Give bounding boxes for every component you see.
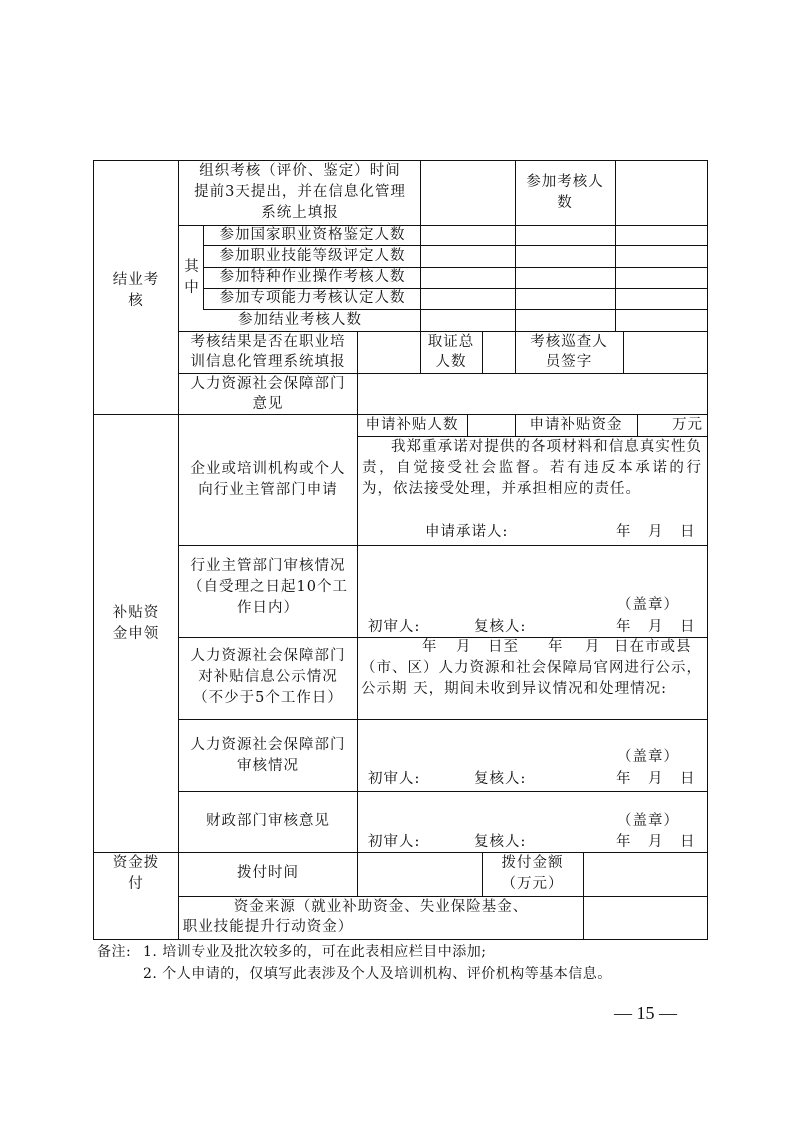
hr-review-date-day: 日 xyxy=(680,771,696,787)
hr-review-date-year: 年 xyxy=(616,771,632,787)
exam-section-label-text: 结业考核 xyxy=(112,272,160,309)
pledge-date-day: 日 xyxy=(680,524,696,540)
enterprise-apply-label: 企业或培训机构或个人向行业主管部门申请 xyxy=(190,461,346,498)
org-time-line-3: 系统上填报 xyxy=(261,205,339,221)
finance-review-label: 财政部门审核意见 xyxy=(206,813,330,829)
finance-first-reviewer: 初审人: xyxy=(368,834,421,850)
hr-opinion-line-2: 意见 xyxy=(252,396,284,412)
sub-item-special-ability: 参加专项能力考核认定人数 xyxy=(219,290,406,306)
cert-total-line-1: 取证总 xyxy=(427,334,475,350)
sub-item-national: 参加国家职业资格鉴定人数 xyxy=(219,227,406,243)
pledge-date-year: 年 xyxy=(616,524,632,540)
publicity-start-year: 年 xyxy=(422,639,438,655)
finance-date-month: 月 xyxy=(648,834,664,850)
note-item-2: 2. 个人申请的，仅填写此表涉及个人及培训机构、评价机构等基本信息。 xyxy=(143,966,612,982)
finance-seal: （盖章） xyxy=(617,813,679,829)
inspector-line-2: 员签字 xyxy=(545,354,593,370)
sub-item-skill-level: 参加职业技能等级评定人数 xyxy=(219,248,406,264)
publicity-line-3: 公示期 天，期间未收到异议情况和处理情况: xyxy=(361,681,667,697)
notes-label: 备注: xyxy=(97,944,132,960)
publicity-start-day: 日至 xyxy=(488,639,519,655)
completion-count-label: 参加结业考核人数 xyxy=(238,312,362,328)
disburse-time-label: 拨付时间 xyxy=(237,865,299,881)
disburse-amount-line-2: （万元） xyxy=(501,876,564,892)
qizhong-label: 其中 xyxy=(184,259,200,296)
hr-review-label: 人力资源社会保障部门审核情况 xyxy=(190,737,346,774)
publicity-end-day: 日在市或县 xyxy=(614,639,692,655)
industry-date-day: 日 xyxy=(680,619,696,635)
apply-count-label: 申请补贴人数 xyxy=(365,417,459,433)
hr-review-date-month: 月 xyxy=(648,771,664,787)
publicity-end-year: 年 xyxy=(548,639,564,655)
publicity-start-month: 月 xyxy=(456,639,472,655)
participants-label: 参加考核人数 xyxy=(526,174,604,211)
cert-total-line-2: 人数 xyxy=(435,354,467,370)
org-time-line-1: 组织考核（评价、鉴定）时间 xyxy=(199,163,401,179)
finance-second-reviewer: 复核人: xyxy=(474,834,527,850)
industry-date-month: 月 xyxy=(648,619,664,635)
industry-seal: （盖章） xyxy=(617,597,679,613)
finance-date-day: 日 xyxy=(680,834,696,850)
pledge-text: 我郑重承诺对提供的各项材料和信息真实性负责，自觉接受社会监督。若有违反本承诺的行为，依法接受处理，并承担相应的责任。 xyxy=(362,439,702,497)
finance-date-year: 年 xyxy=(616,834,632,850)
sub-item-special-ops: 参加特种作业操作考核人数 xyxy=(219,269,406,285)
publicity-line-2: （市、区）人力资源和社会保障局官网进行公示， xyxy=(361,660,702,676)
page-number: — 15 — xyxy=(614,1003,677,1023)
pledger-label: 申请承诺人: xyxy=(425,524,509,540)
source-line-2: 职业技能提升行动资金） xyxy=(182,919,354,935)
hr-review-seal: （盖章） xyxy=(617,749,679,765)
hr-opinion-line-1: 人力资源社会保障部门 xyxy=(190,376,346,392)
exam-section-label xyxy=(108,270,164,312)
industry-first-reviewer: 初审人: xyxy=(368,619,421,635)
note-item-1: 1. 培训专业及批次较多的，可在此表相应栏目中添加; xyxy=(143,944,487,960)
subsidy-section-label: 补贴资金申领 xyxy=(112,605,160,642)
org-time-line-2: 提前3天提出，并在信息化管理 xyxy=(194,184,406,200)
industry-date-year: 年 xyxy=(616,619,632,635)
source-line-1: 资金来源（就业补助资金、失业保险基金、 xyxy=(233,899,529,915)
result-filled-line-2: 训信息化管理系统填报 xyxy=(190,354,346,370)
hr-publicity-label: 人力资源社会保障部门对补贴信息公示情况（不少于5个工作日） xyxy=(190,648,346,706)
pledge-date-month: 月 xyxy=(648,524,664,540)
unit-wan-label: 万元 xyxy=(672,417,703,433)
disburse-amount-line-1: 拨付金额 xyxy=(501,855,564,871)
result-filled-line-1: 考核结果是否在职业培 xyxy=(190,334,346,350)
funds-section-label: 资金拨付 xyxy=(112,855,160,892)
hr-review-second-reviewer: 复核人: xyxy=(474,771,527,787)
publicity-end-month: 月 xyxy=(585,639,601,655)
apply-amount-label: 申请补贴资金 xyxy=(529,417,623,433)
hr-review-first-reviewer: 初审人: xyxy=(368,771,421,787)
inspector-line-1: 考核巡查人 xyxy=(530,334,608,350)
industry-second-reviewer: 复核人: xyxy=(474,619,527,635)
industry-review-label: 行业主管部门审核情况（自受理之日起10个工作日内） xyxy=(188,558,348,616)
